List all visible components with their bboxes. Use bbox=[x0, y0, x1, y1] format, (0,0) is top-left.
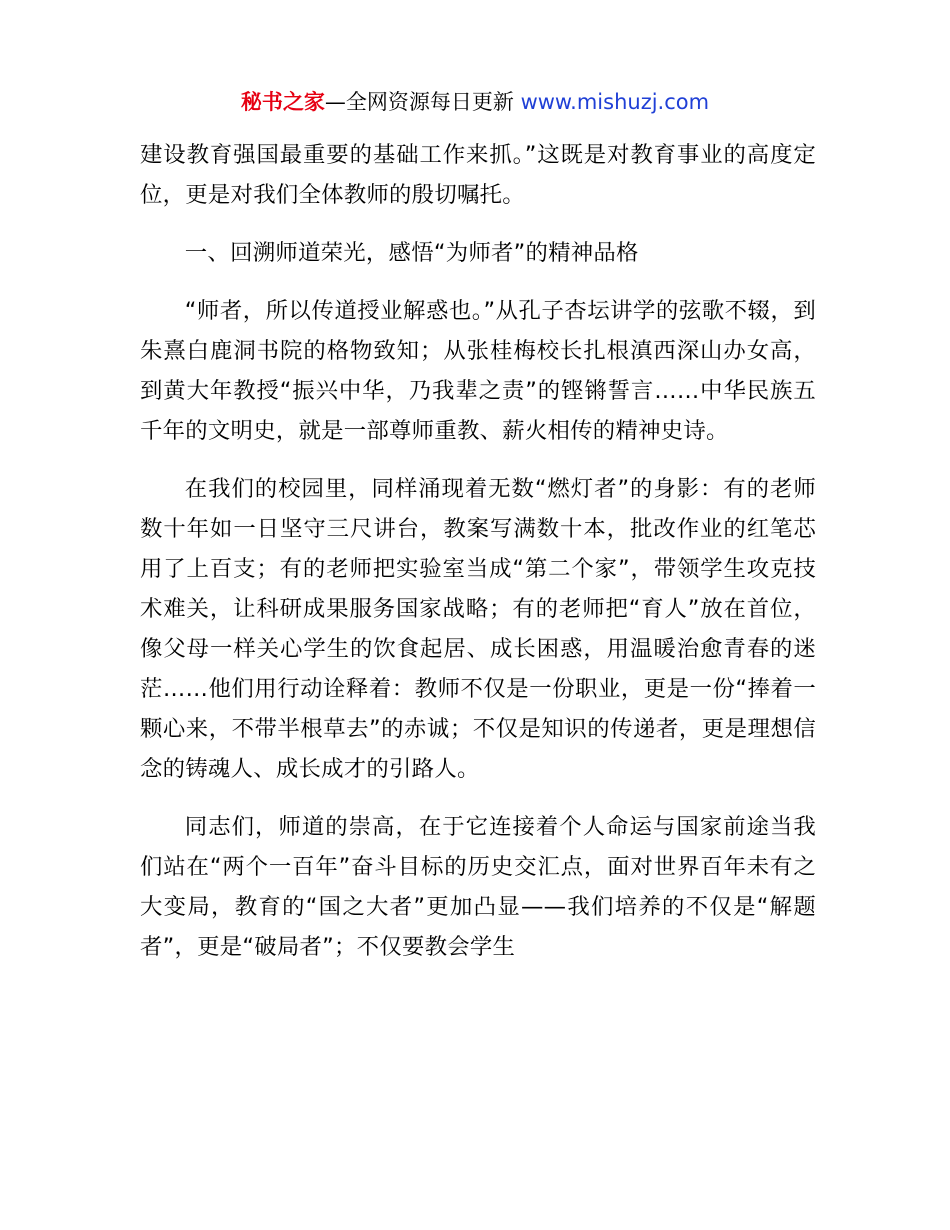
document-body bbox=[140, 135, 816, 985]
section-heading: 一、回溯师道荣光，感悟“为师者”的精神品格 bbox=[184, 240, 639, 266]
paragraph-continuation: 建设教育强国最重要的基础工作来抓。”这既是对教育事业的高度定位，更是对我们全体教师的殷切嘱托。 bbox=[140, 142, 816, 208]
page-header bbox=[0, 84, 950, 120]
header-tagline: —全网资源每日更新 bbox=[324, 90, 521, 114]
paragraph: 在我们的校园里，同样涌现着无数“燃灯者”的身影：有的老师数十年如一日坚守三尺讲台，教案写满数十本，批改作业的红笔芯用了上百支；有的老师把实验室当成“第二个家”，带领学生攻克技术难关，让科研成果服务国家战略；有的老师把“育人”放在首位，像父母一样关心学生的饮食起居、成长困惑，用温暖治愈青春的迷茫……他们用行动诠释着：教师不仅是一份职业，更是一份“捧着一颗心来，不带半根草去”的赤诚；不仅是知识的传递者，更是理想信念的铸魂人、成长成才的引路人。 bbox=[140, 476, 816, 782]
paragraph: 同志们，师道的崇高，在于它连接着个人命运与国家前途当我们站在“两个一百年”奋斗目标的历史交汇点，面对世界百年未有之大变局，教育的“国之大者”更加凸显——我们培养的不仅是“解题者”，更是“破局者”；不仅要教会学生 bbox=[140, 814, 816, 960]
header-brand: 秘书之家 bbox=[240, 90, 325, 114]
header-url-link[interactable]: www.mishuzj.com bbox=[520, 90, 710, 114]
paragraph: “师者，所以传道授业解惑也。”从孔子杏坛讲学的弦歌不辍，到朱熹白鹿洞书院的格物致知；从张桂梅校长扎根滇西深山办女高，到黄大年教授“振兴中华，乃我辈之责”的铿锵誓言……中华民族五千年的文明史，就是一部尊师重教、薪火相传的精神史诗。 bbox=[140, 298, 816, 444]
